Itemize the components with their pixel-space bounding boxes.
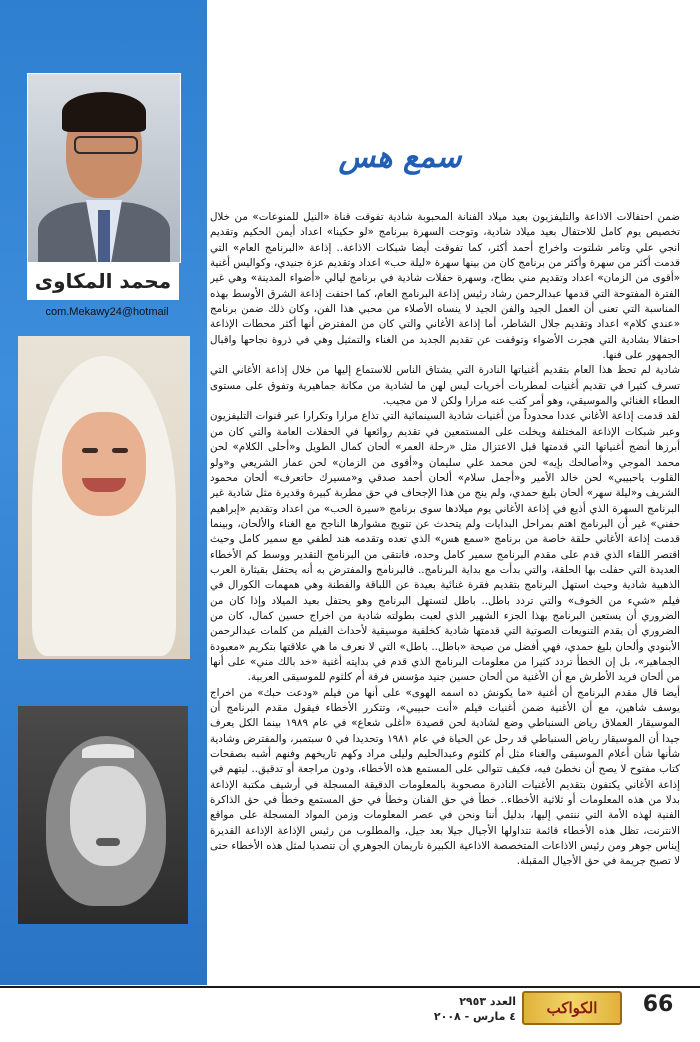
article-paragraph: لقد قدمت إذاعة الأغاني عددا محدوداً من أغنيات شادية السينمائية التي تذاع مرارا وتكرارا عبر قنوات التليفزيون وعبر شبكات الإذاعة المختلفة ويخلت على المستمعين في تقديم روائعها في الحفلات العامة والتي كان من أبرزها أنضج أغنياتها التي قدمتها قبل الاعتزال مثل «رحلة العمر» ألحان كمال الطويل و«أحلى الكلام» لحن محمد الموجي و«أصالحك بإيه» لحن محمد علي سليمان و«أقوى من الزمان» لحن عمار الشريعي و«ولو القلوب ياحبيبي» لحن خالد الأمير و«أجمل سلام» ألحان أحمد صدقي و«مسيرك حاتعرف» ألحان محمود الشريف و«ليلة سهر» ألحان بليغ حمدي، ولم ينج من هذا الإجحاف في حق مطربة كبيرة وقديرة مثل شادية غير البرنامج السهرة الذي أذيع في إذاعة الأغاني يوم ميلادها سوى برنامج «سيرة الحب» من اعداد وتقديم «إبراهيم حفني» غير أن البرنامج اهتم بمراحل البدايات ولم يتحدث عن تتويج مشوارها الناجح مع الغناء والألحان، وبينما قدمت إذاعة الأغاني حلقة خاصة من برنامج «سمع هس» الذي تعده وتقدمه هند لطفي مع سمير كامل وحيث اقتصر اللقاء الذي قدم على مقدم البرنامج سمير كامل وحده، فانتقى من البرنامج التقدير ووسط كم الأخطاء العديدة التي حفلت بها الحلقة، والتي بدأت مع بداية البرنامج.. فالبرنامج والمفترض به أنه يحتفل بقيثارة العرب الذهبية شادية وحيث استهل البرنامج بتقديم فقرة غنائية بعيدة عن اللباقة والفطنة وهي همهمات الكورال في فيلم «شيء من الخوف» والتي تردد باطل.. باطل لتستهل البرنامج وهو يحتفل بعيد الميلاد وإذا كان من الضروري أن يستعين البرنامج بهذا الجزء الشهير الذي لعبت بطولته شادية من اخراج حسين كمال، كان من الضروري أن يقدم التنويعات الصوتية التي قدمتها شادية كخلفية موسيقية لأحداث الفيلم من كلمات عبدالرحمن الأبنودي وألحان بليغ حمدي، فهي أفضل من صيحة «باطل.. باطل» التي لا نعرف ما هي علاقتها بتكريم «معبودة الجماهير»، بل إن الخطأ تردد كثيرا من معلومات البرنامج الذي قدم في بدايته أغنية «خد بالك مني» على أنها من ألحان فريد الأطرش مع أن الأغنية من ألحان حسين جنيد مؤسس فرقة أم كلثوم للموسيقى العربية. (210, 410, 680, 684)
author-name: محمد المكاوى (34, 269, 172, 293)
author-email: com.Mekawy24@hotmail (45, 306, 169, 318)
magazine-name: الكواكب (546, 999, 598, 1017)
magazine-logo (522, 991, 622, 1025)
issue-date: ٤ مارس - ٢٠٠٨ (433, 1010, 516, 1023)
photo-woman-hijab (18, 336, 190, 659)
photo-actress-bw (18, 706, 188, 924)
column-title: سمع هس (338, 140, 462, 175)
article-paragraph: أيضا قال مقدم البرنامج أن أغنية «ما يكونش ده اسمه الهوى» على أنها من فيلم «ودعت حبك» من اخراج يوسف شاهين، مع أن الأغنية ضمن أغنيات فيلم «أنت حبيبي»، وتتكرر الأخطاء فيقول مقدم البرنامج أن الموسيقار العملاق رياض السنباطي وضع لشادية لحن قصيدة «أغلى شعاع» في عام ١٩٨٩ بينما الكل يعرف جيدا أن الموسيقار رياض السنباطي قد رحل عن الحياة في عام ١٩٨١ وتحديدا في ٥ سبتمبر، والمفترض وشادية شأنها شأن أعلام الموسيقى والغناء مثل أم كلثوم وعبدالحليم وليلى مراد وكهم تاريخهم وفنهم أشبه بصفحات كتاب مفتوح لا يصح أن نخطئ فيه، فكيف تتوالى على المستمع هذه الأخطاء، ودون مراجعة أو تدقيق.. ليتهم في إذاعة الأغاني يكتفون بتقديم الأغنيات النادرة مصحوبة بالمعلومات الدقيقة المسجلة في أرشيف مكتبة الإذاعة بدلا من هذه المعلومات أو ثلاثية الأخطاء.. خطأ في حق الفنان وخطأ في حق المستمع وخطأ في حق الذاكرة الفنية لهذه الأمة التي ننتمي إليها، بدليل أننا ونحن في عصر المعلومات وزمن المواد المسجلة على مواقع الانترنت، تظل هذه الأخطاء قائمة تتداولها الأجيال جيلا بعد جيل، والمطلوب من رئيس الإذاعة الإذاعة القديرة إيناس جوهر ومن رئيس الاذاعات المتخصصة الاذاعية الكبيرة ناريمان الجوهري أن تتصديا لمثل هذه الأخطاء حتى لا تصبح جريمة في حق الأجيال المقبلة. (210, 686, 680, 868)
issue-number: العدد ٢٩٥٣ (459, 995, 516, 1008)
page-number: 66 (642, 992, 674, 1017)
issue-info (430, 994, 516, 1024)
article-paragraph: ضمن احتفالات الاذاعة والتليفزيون بعيد ميلاد الفنانة المحبوبة شادية تفوقت قناة «النيل للمنوعات» من خلال تخصيص يوم كامل للاحتفال بعيد ميلاد شادية، وتوجت السهرة ببرنامج «لو حكينا» اعداد أيمن الحكيم وتقديم انجي علي وتامر شلتوت واخراج أحمد أكثر، كما تفوقت أيضا شبكات الاذاعة.. إذاعة «البرنامج العام» التي قدمت أكثر من سهرة وأكثر من برنامج كان من بينها سهرة «ليلة حب» اعداد وتقديم عزة جنيدي، وكواليس أغنية «أقوى من الزمان» اعداد وتقديم مني بطاح، وسهرة حفلات شادية في برنامج ليالي «أضواء المدينة» وهي غير الفترة المفتوحة التي قدمها عبدالرحمن رشاد رئيس إذاعة البرنامج العام، كما احتفت إذاعة الشرق الأوسط بهذه المناسبة التي تعنى أن العمل الجيد والفن الجيد لا ينساه الأصلاء من محبي هذا الفن، وكان ذلك ضمن برنامج «عندي كلام» اعداد وتقديم جلال الشاطر، أما إذاعة الأغاني والتي كان من المفترض أنها أكثر محطات الإذاعة احتفالا بشادية التي هجرت الأضواء وتوقفت عن تقديم الجديد من الغناء والتمثيل وهي في ذروة نجاحها واقبال الجمهور على فنها. (210, 211, 680, 362)
footer-divider (0, 986, 700, 988)
article-paragraph: شادية لم تحظ هذا العام بتقديم أغنياتها النادرة التي يشتاق الناس للاستماع إليها من خلال إذاعة الأغاني التي تسرف كثيرا في تقديم أغنيات لمطربات أخريات ليس لهن ما لشادية من مكانة جماهيرية وتفوق على مستوى العطاء الغنائي والموسيقي، وهو أمر كتب عنه مرارا ولكن لا من مجيب. (210, 364, 680, 408)
author-photo (27, 73, 181, 263)
author-name-box (27, 262, 179, 300)
article-body (210, 210, 680, 982)
